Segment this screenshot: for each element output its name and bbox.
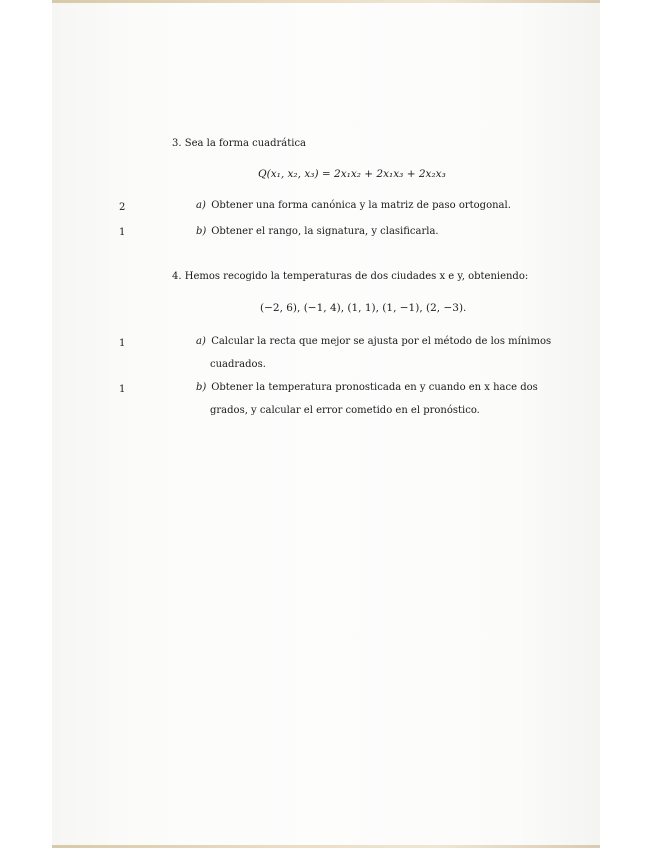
problem-3-formula: Q(x₁, x₂, x₃) = 2x₁x₂ + 2x₁x₃ + 2x₂x₃ — [258, 168, 446, 180]
problem-3b-label: b) — [196, 226, 207, 237]
problem-3b-score: 1 — [119, 227, 126, 238]
problem-3a-score: 2 — [119, 202, 126, 213]
problem-4a-label: a) — [196, 336, 206, 347]
problem-4a-text-line1: Calcular la recta que mejor se ajusta por el método de los mínimos — [211, 336, 552, 347]
problem-4b-label: b) — [196, 382, 207, 393]
problem-3a-text: Obtener una forma canónica y la matriz de paso ortogonal. — [211, 200, 511, 211]
problem-4b-text-line1: Obtener la temperatura pronosticada en y cuando en x hace dos — [211, 382, 538, 393]
problem-4b-text-line2: grados, y calcular el error cometido en el pronóstico. — [210, 405, 480, 416]
problem-4a — [196, 335, 551, 348]
paper-top-edge — [52, 0, 600, 3]
problem-4b-score: 1 — [119, 384, 126, 395]
problem-3a-label: a) — [196, 200, 206, 211]
problem-3b-text: Obtener el rango, la signatura, y clasificarla. — [211, 226, 439, 237]
problem-3a — [196, 199, 511, 212]
problem-4-heading: 4. Hemos recogido la temperaturas de dos ciudades x e y, obteniendo: — [172, 271, 529, 282]
paper-sheet — [52, 2, 600, 846]
problem-4-data-points: (−2, 6), (−1, 4), (1, 1), (1, −1), (2, −3). — [260, 302, 467, 314]
problem-4a-score: 1 — [119, 338, 126, 349]
problem-4a-text-line2: cuadrados. — [210, 359, 266, 370]
problem-3b — [196, 225, 439, 238]
problem-4b — [196, 381, 538, 394]
problem-3-heading: 3. Sea la forma cuadrática — [172, 138, 307, 149]
